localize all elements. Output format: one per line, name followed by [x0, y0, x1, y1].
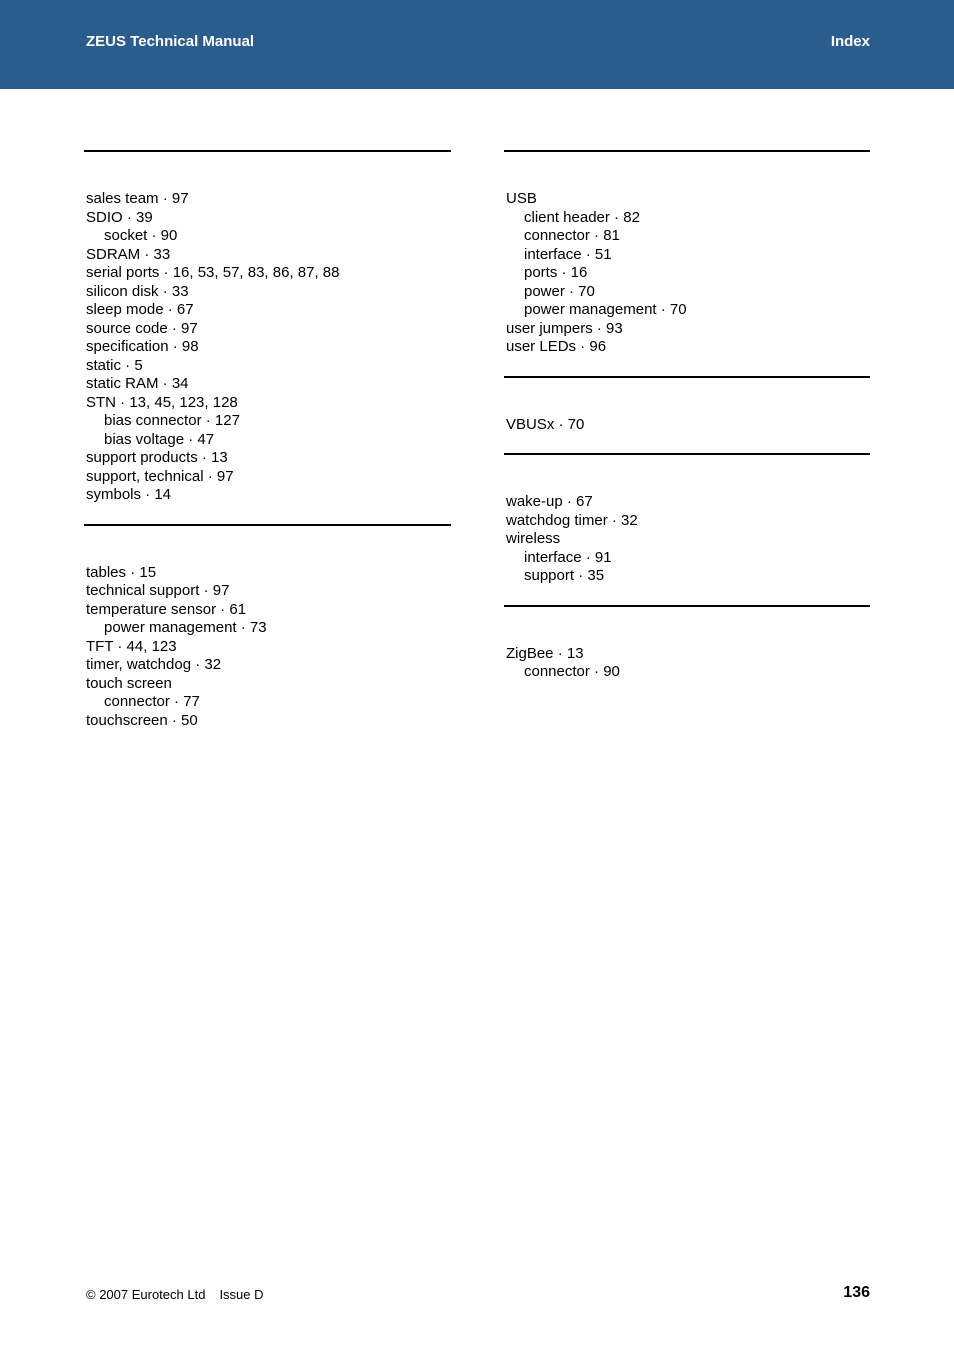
- index-entry: sales team · 97: [86, 190, 189, 207]
- group-heading-space: [84, 526, 451, 564]
- index-entry: SDIO · 39: [86, 208, 153, 226]
- index-group: [504, 150, 870, 376]
- index-group: [504, 376, 870, 454]
- group-spacer: [504, 586, 870, 605]
- index-group: [84, 524, 451, 750]
- index-entry: SDRAM · 33: [86, 245, 171, 263]
- issue-text: Issue D: [219, 1287, 264, 1302]
- group-spacer: [84, 730, 451, 749]
- index-column-right: [504, 150, 870, 701]
- index-subentry: socket · 90: [104, 227, 178, 244]
- index-entry: TFT · 44, 123: [86, 637, 177, 655]
- index-entry: USB: [506, 190, 537, 207]
- group-heading-space: [504, 152, 870, 190]
- group-spacer: [84, 505, 451, 524]
- index-subentry: ports · 16: [524, 264, 588, 281]
- index-subentry: bias connector · 127: [104, 412, 240, 429]
- index-entry: static · 5: [86, 356, 143, 374]
- group-spacer: [504, 434, 870, 453]
- index-entry: wake-up · 67: [506, 493, 593, 510]
- index-entry: symbols · 14: [86, 486, 172, 503]
- index-subentry: support · 35: [524, 567, 605, 584]
- index-entry: sleep mode · 67: [86, 301, 194, 318]
- index-entry: technical support · 97: [86, 582, 230, 599]
- index-entry: ZigBee · 13: [506, 644, 584, 662]
- index-list: [504, 645, 870, 682]
- index-group: [504, 453, 870, 605]
- index-subentry: connector · 81: [524, 227, 620, 244]
- index-entry: specification · 98: [86, 338, 199, 355]
- index-entry: touch screen: [86, 674, 172, 692]
- index-entry: source code · 97: [86, 319, 198, 337]
- index-entry: timer, watchdog · 32: [86, 656, 222, 673]
- index-subentry: power · 70: [524, 282, 595, 300]
- index-entry: silicon disk · 33: [86, 282, 189, 300]
- index-subentry: client header · 82: [524, 208, 640, 226]
- index-subentry: interface · 91: [524, 548, 612, 566]
- group-spacer: [504, 682, 870, 701]
- page-number: 136: [843, 1284, 870, 1301]
- index-entry: wireless: [506, 530, 561, 547]
- index-entry: user jumpers · 93: [506, 319, 623, 337]
- group-heading-space: [504, 607, 870, 645]
- index-entry: temperature sensor · 61: [86, 600, 247, 618]
- index-entry: VBUSx · 70: [506, 415, 585, 433]
- index-list: [84, 564, 451, 731]
- index-subentry: power management · 73: [104, 619, 267, 636]
- index-column-left: [84, 150, 451, 749]
- index-entry: serial ports · 16, 53, 57, 83, 86, 87, 88: [86, 264, 340, 281]
- index-subentry: power management · 70: [524, 301, 687, 318]
- index-entry: watchdog timer · 32: [506, 511, 638, 529]
- footer-left: [86, 1287, 264, 1302]
- index-group: [84, 150, 451, 524]
- index-list: [504, 416, 870, 435]
- group-spacer: [504, 357, 870, 376]
- index-entry: support products · 13: [86, 449, 228, 466]
- index-entry: support, technical · 97: [86, 467, 234, 485]
- index-entry: user LEDs · 96: [506, 338, 607, 355]
- index-subentry: bias voltage · 47: [104, 430, 215, 448]
- index-subentry: connector · 77: [104, 693, 200, 710]
- section-title: Index: [830, 33, 870, 50]
- group-heading-space: [84, 152, 451, 190]
- index-group: [504, 605, 870, 701]
- index-subentry: connector · 90: [524, 663, 620, 680]
- index-subentry: interface · 51: [524, 245, 612, 263]
- index-list: [504, 190, 870, 357]
- index-entry: STN · 13, 45, 123, 128: [86, 393, 238, 411]
- group-heading-space: [504, 378, 870, 416]
- index-entry: tables · 15: [86, 563, 157, 581]
- manual-title: ZEUS Technical Manual: [86, 33, 255, 50]
- group-heading-space: [504, 455, 870, 493]
- index-list: [84, 190, 451, 505]
- copyright-text: © 2007 Eurotech Ltd: [86, 1287, 206, 1302]
- page-header: [0, 0, 954, 89]
- index-list: [504, 493, 870, 586]
- index-entry: touchscreen · 50: [86, 711, 198, 729]
- index-entry: static RAM · 34: [86, 375, 189, 392]
